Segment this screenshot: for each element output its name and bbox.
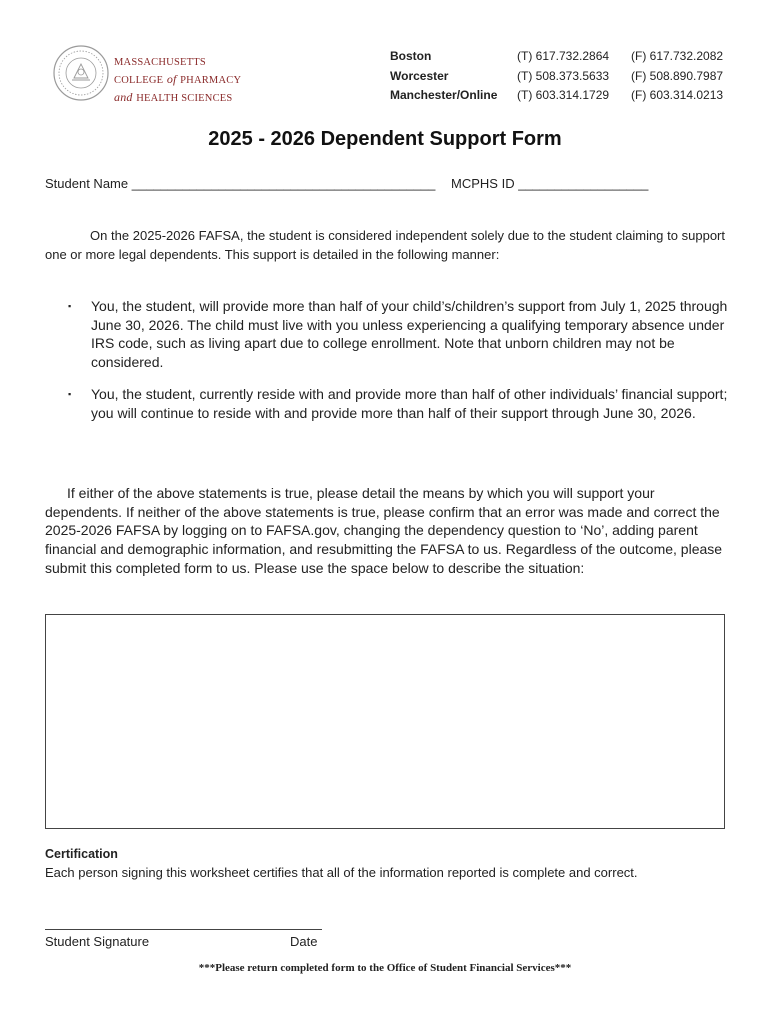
contact-fax: (F) 508.890.7987 bbox=[631, 68, 724, 83]
date-label: Date bbox=[290, 934, 318, 949]
bullet-square-icon: ▪ bbox=[68, 389, 72, 400]
instructions-paragraph: If either of the above statements is true, please detail the means by which you will support your dependents. If neither of the above statements is true, please confirm that an error was made and correct the 2025-2026 FAFSA by logging on to FAFSA.gov, changing the dependency question to ‘No’, adding parent financial and demographic information, and resubmitting the FAFSA to us. Regardless of the outcome, please submit this completed form to us. Please use the space below to describe the situation: bbox=[45, 485, 723, 576]
contact-phone: (T) 617.732.2864 bbox=[517, 49, 610, 63]
logo-line-3 bbox=[114, 89, 241, 107]
situation-description-box[interactable] bbox=[45, 614, 725, 829]
return-instructions: ***Please return completed form to the Office of Student Financial Services*** bbox=[198, 962, 572, 974]
contact-city: Manchester/Online bbox=[390, 88, 498, 102]
college-logo bbox=[52, 44, 252, 104]
logo-text-of: of bbox=[166, 72, 177, 86]
college-seal-icon bbox=[52, 44, 110, 102]
contact-city: Boston bbox=[390, 49, 432, 63]
logo-text-college: COLLEGE bbox=[114, 75, 164, 86]
contact-info bbox=[390, 47, 730, 106]
list-item bbox=[68, 297, 733, 371]
contact-phone: (T) 603.314.1729 bbox=[517, 88, 610, 102]
contact-row-manchester bbox=[390, 86, 730, 106]
student-name-label: Student Name bbox=[45, 176, 129, 191]
logo-text-massachusetts: MASSACHUSETTS bbox=[114, 57, 206, 68]
bullet-square-icon: ▪ bbox=[68, 301, 72, 311]
contact-row-worcester bbox=[390, 67, 730, 87]
bullet-text: You, the student, will provide more than half of your child’s/children’s support from July 1, 2025 through June 30, 2026. The child must live with you unless experiencing a qualifying temporary absence under IRS code, such as living apart due to college enrollment. Note that unborn children may not be considered. bbox=[91, 298, 728, 370]
form-title: 2025 - 2026 Dependent Support Form bbox=[208, 128, 562, 150]
contact-row-boston bbox=[390, 47, 730, 67]
list-item bbox=[68, 385, 733, 422]
student-fields bbox=[45, 176, 648, 191]
certification-text: Each person signing this worksheet certifies that all of the information reported is complete and correct. bbox=[45, 865, 638, 880]
logo-wordmark bbox=[114, 53, 241, 107]
student-signature-label: Student Signature bbox=[45, 934, 150, 949]
bullet-text: You, the student, currently reside with and provide more than half of other individuals’ financial support; you will continue to reside with and provide more than half of their support through June 30, 2026. bbox=[91, 386, 728, 421]
certification-heading: Certification bbox=[45, 847, 118, 861]
mcphs-id-field[interactable]: __________________ bbox=[518, 176, 649, 191]
contact-fax: (F) 617.732.2082 bbox=[631, 49, 724, 63]
contact-city: Worcester bbox=[390, 68, 449, 83]
mcphs-id-label: MCPHS ID bbox=[451, 176, 515, 191]
logo-text-pharmacy: PHARMACY bbox=[180, 75, 242, 86]
logo-text-and: and bbox=[114, 90, 133, 104]
student-name-field[interactable]: __________________________________________ bbox=[131, 176, 436, 191]
signature-line[interactable] bbox=[45, 929, 322, 930]
intro-paragraph: On the 2025-2026 FAFSA, the student is considered independent solely due to the student claiming to support one or more legal dependents. This support is detailed in the following manner: bbox=[45, 228, 725, 262]
contact-fax: (F) 603.314.0213 bbox=[631, 88, 724, 102]
support-conditions-list bbox=[68, 297, 733, 437]
logo-text-health-sciences: HEALTH SCIENCES bbox=[136, 93, 233, 104]
logo-line-1 bbox=[114, 53, 241, 71]
contact-phone: (T) 508.373.5633 bbox=[517, 68, 610, 83]
logo-line-2 bbox=[114, 71, 241, 89]
